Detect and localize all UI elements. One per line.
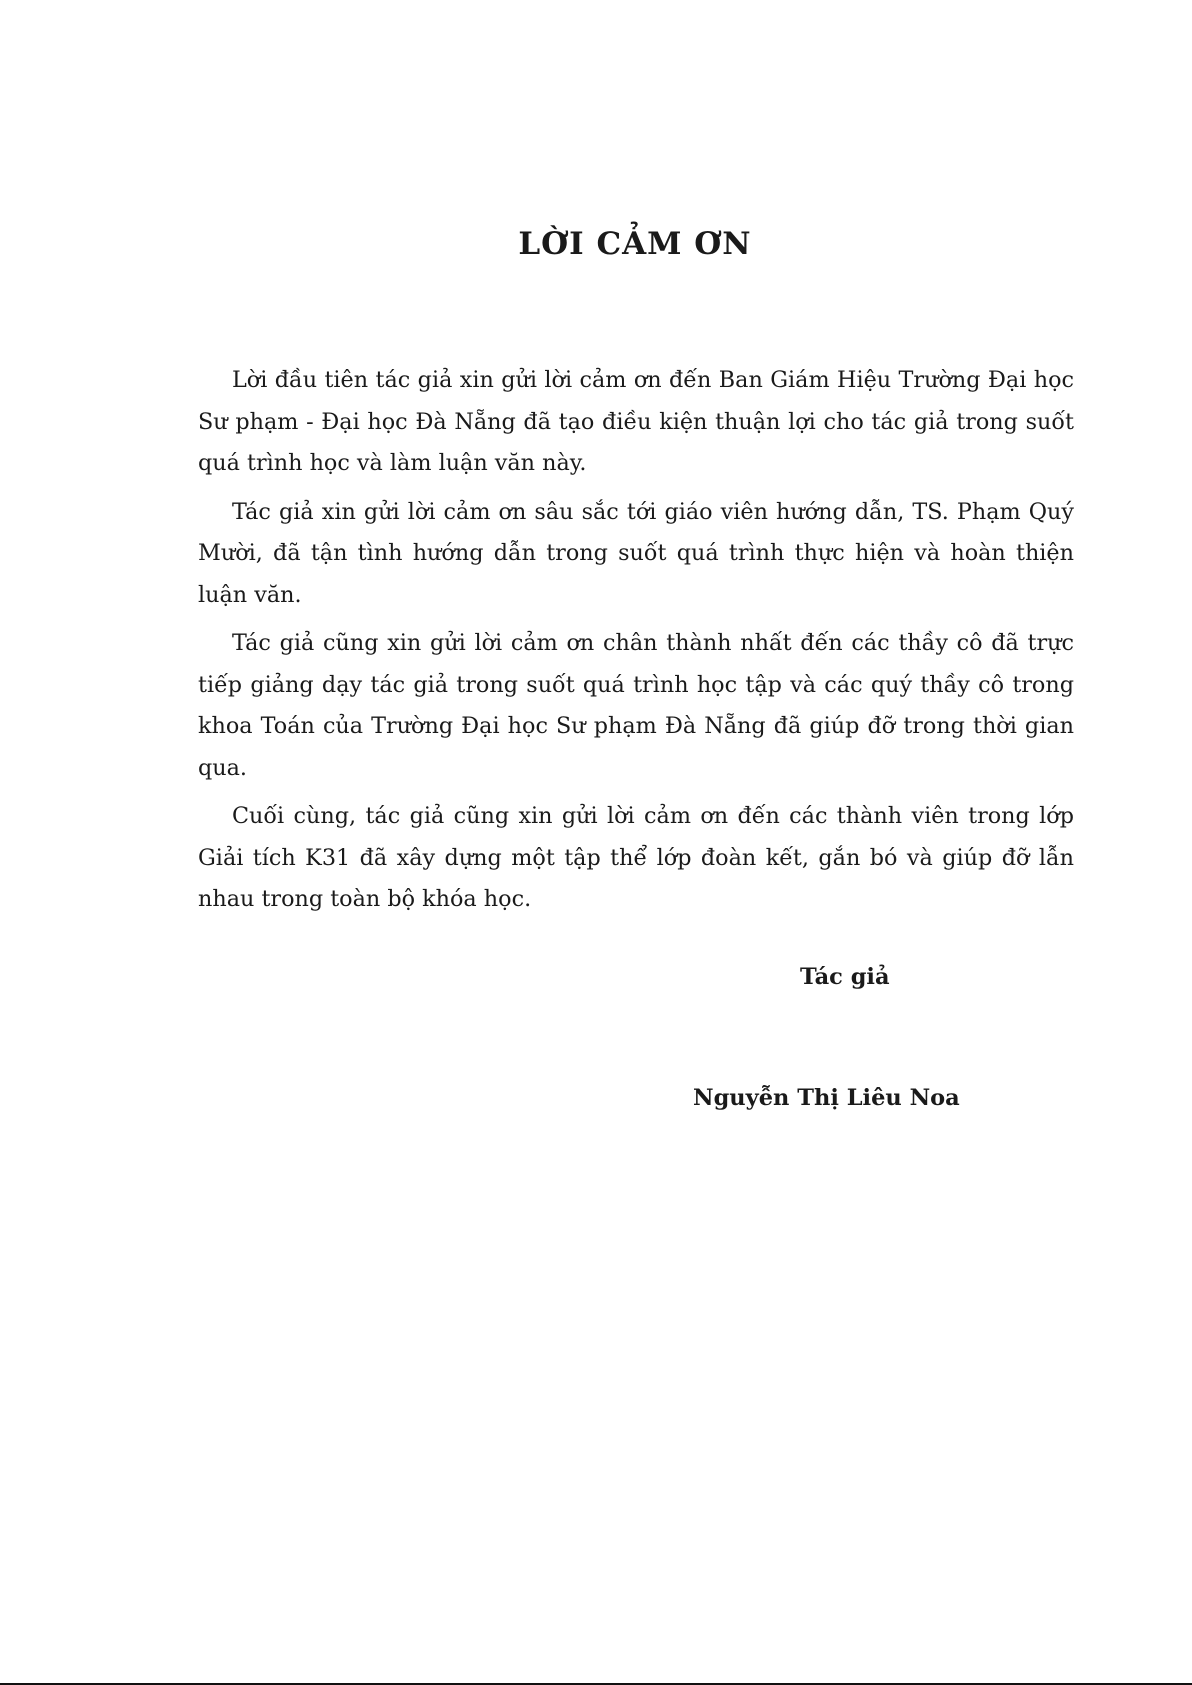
paragraph-1: Lời đầu tiên tác giả xin gửi lời cảm ơn đến Ban Giám Hiệu Trường Đại học Sư phạm - Đại học Đà Nẵng đã tạo điều kiện thuận lợi cho tác giả trong suốt quá trình học và làm luận văn này. xyxy=(198,367,1074,476)
signature-name: Nguyễn Thị Liêu Noa xyxy=(693,1085,960,1111)
signature-role: Tác giả xyxy=(800,964,890,990)
paragraph-2: Tác giả xin gửi lời cảm ơn sâu sắc tới giáo viên hướng dẫn, TS. Phạm Quý Mười, đã tận tình hướng dẫn trong suốt quá trình thực hiện và hoàn thiện luận văn. xyxy=(198,498,1074,608)
page-title: LỜI CẢM ƠN xyxy=(518,226,752,262)
acknowledgement-body xyxy=(198,360,1074,928)
paragraph-3: Tác giả cũng xin gửi lời cảm ơn chân thành nhất đến các thầy cô đã trực tiếp giảng dạy tác giả trong suốt quá trình học tập và các quý thầy cô trong khoa Toán của Trường Đại học Sư phạm Đà Nẵng đã giúp đỡ trong thời gian qua. xyxy=(198,630,1074,781)
paragraph-4: Cuối cùng, tác giả cũng xin gửi lời cảm ơn đến các thành viên trong lớp Giải tích K31 đã xây dựng một tập thể lớp đoàn kết, gắn bó và giúp đỡ lẫn nhau trong toàn bộ khóa học. xyxy=(198,803,1074,912)
